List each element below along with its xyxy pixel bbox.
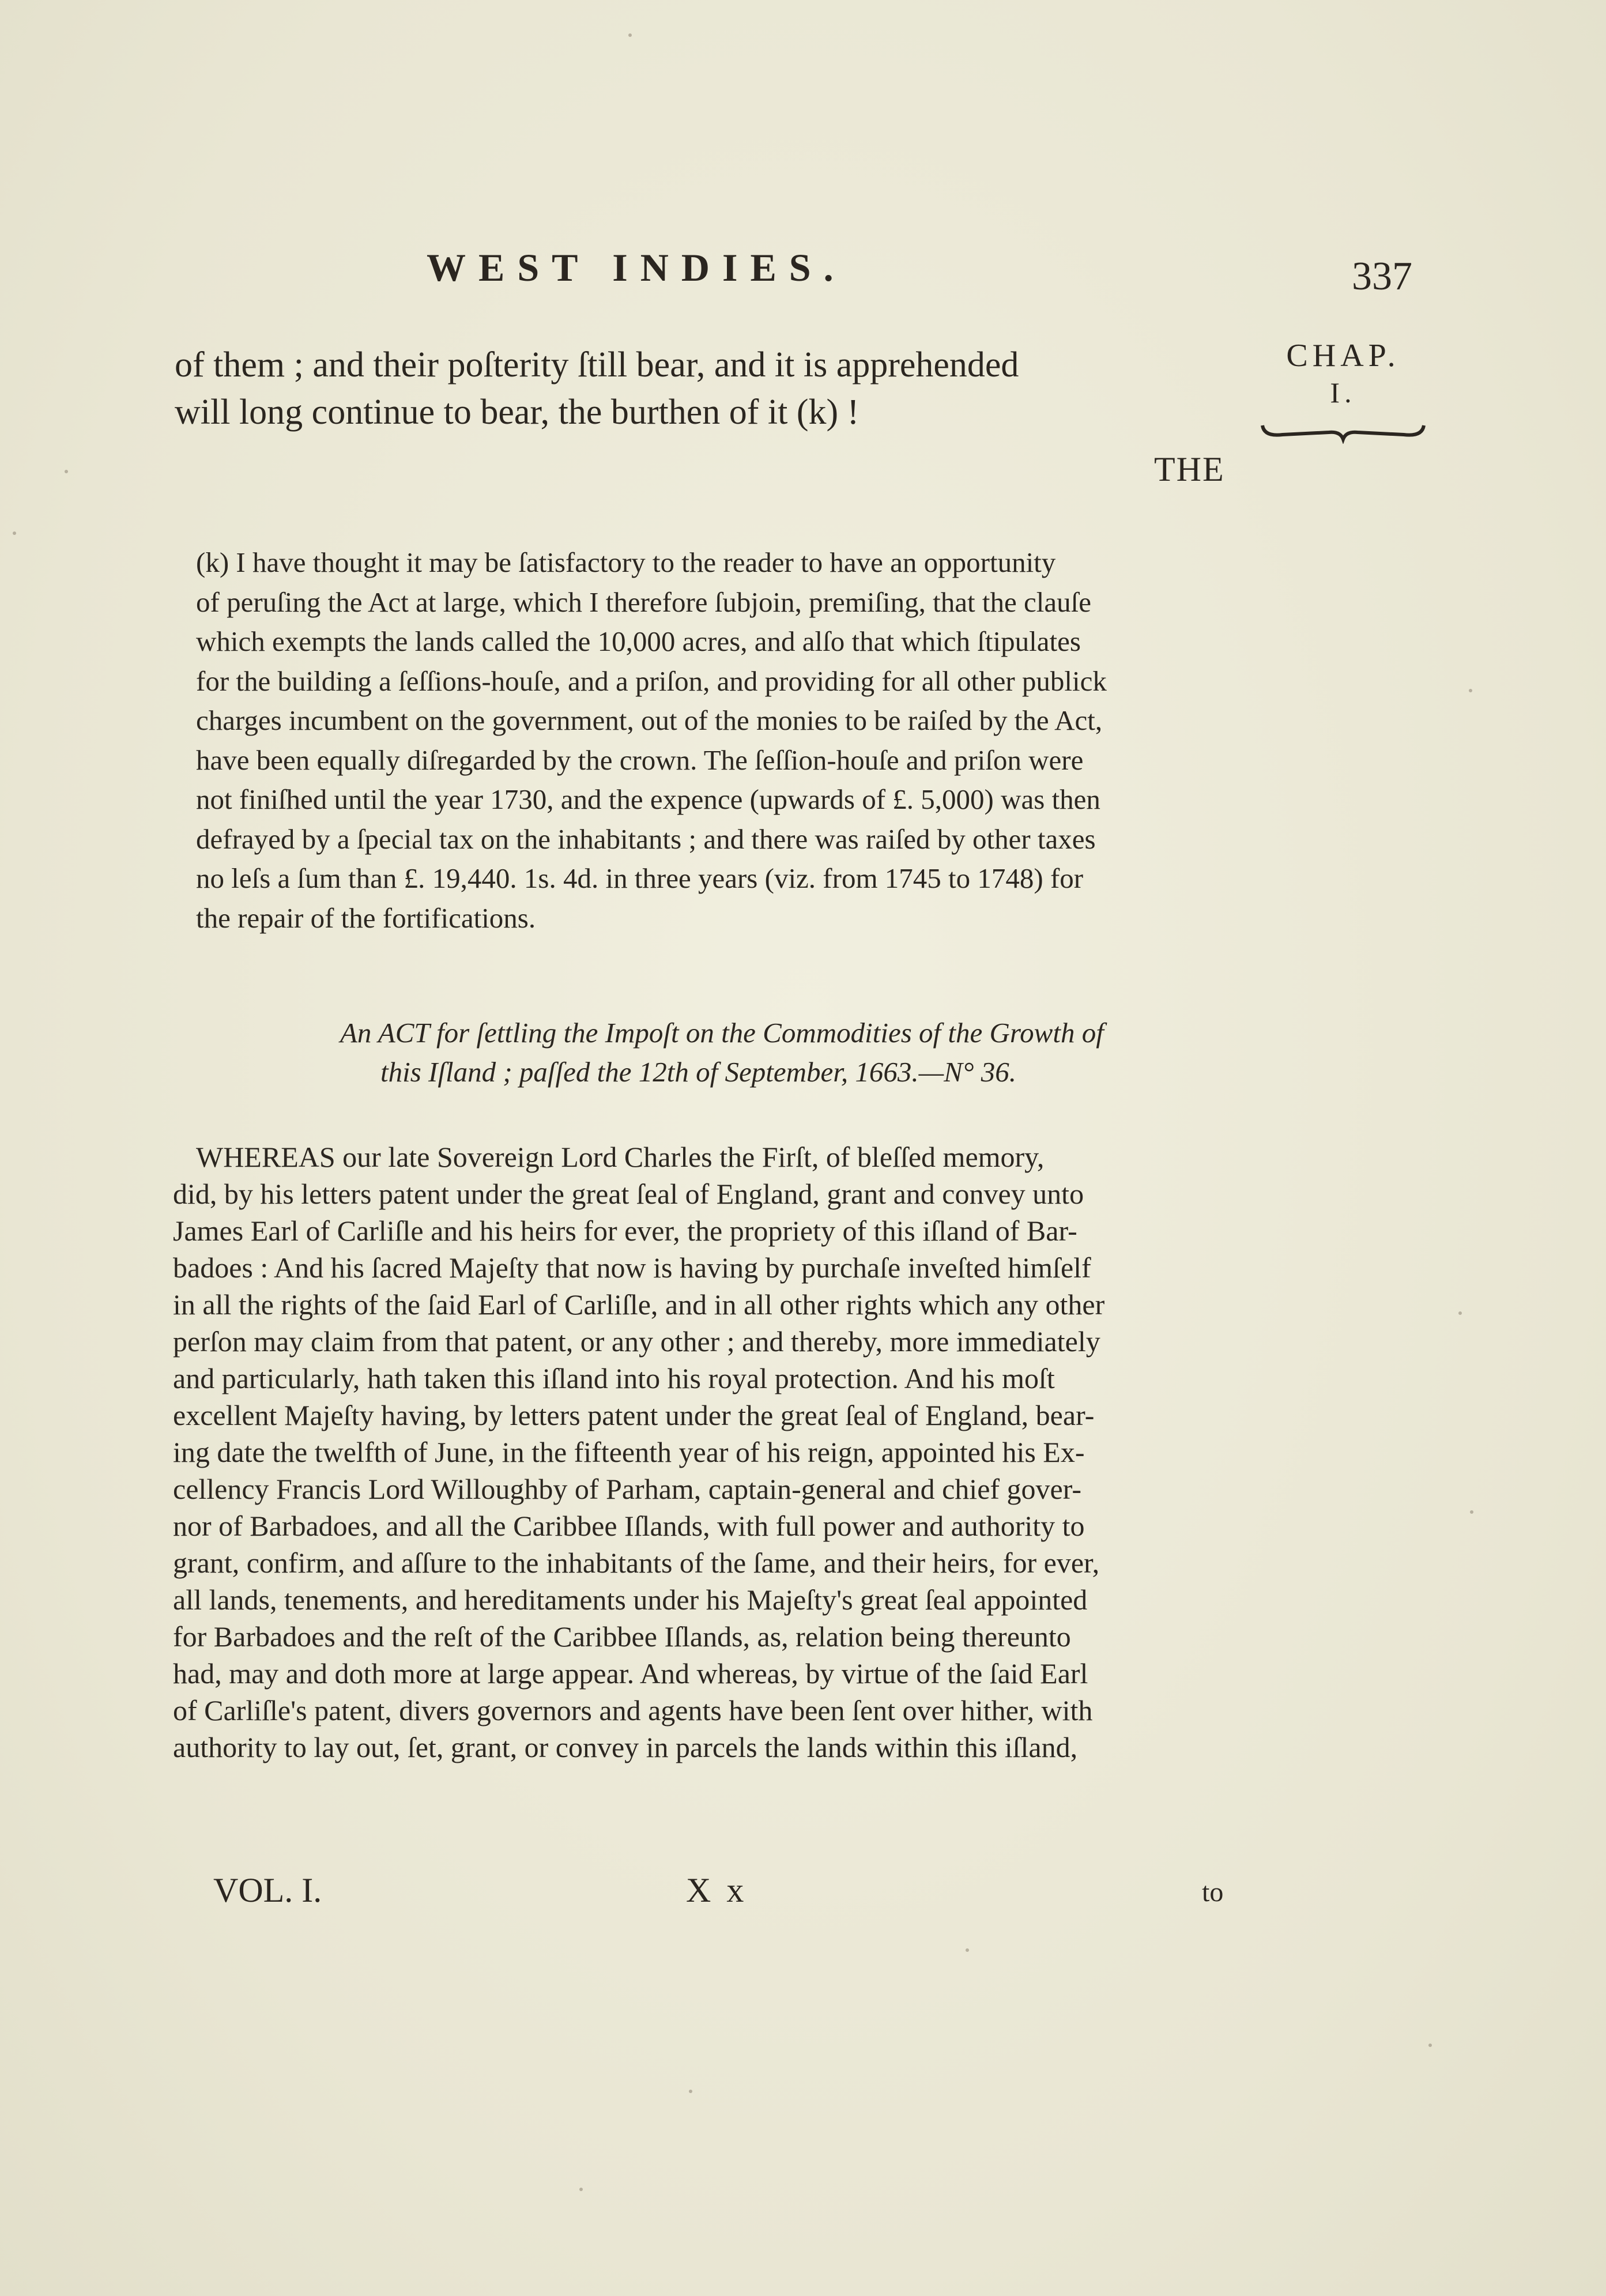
catchword: THE xyxy=(1154,450,1225,488)
footnote-line: charges incumbent on the government, out of the monies to be raiſed by the Act, xyxy=(196,704,1103,736)
act-title: this Iſland ; paſſed the 12th of September, 1663.—N° 36. xyxy=(380,1056,1016,1088)
act-line: excellent Majeſty having, by letters patent under the great ſeal of England, bear- xyxy=(173,1399,1095,1431)
paper-speck xyxy=(966,1948,969,1952)
act-line: nor of Barbadoes, and all the Caribbee Iſlands, with full power and authority to xyxy=(173,1510,1085,1542)
chapter-brace xyxy=(1260,421,1427,444)
footnote-line: for the building a ſeſſions-houſe, and a priſon, and providing for all other publick xyxy=(196,665,1107,697)
footnote-line: of peruſing the Act at large, which I therefore ſubjoin, premiſing, that the clauſe xyxy=(196,586,1091,618)
chap-label: CHAP. xyxy=(1286,338,1400,374)
paper-speck xyxy=(13,531,16,535)
act-line: in all the rights of the ſaid Earl of Carliſle, and in all other rights which any other xyxy=(173,1288,1105,1321)
act-line: all lands, tenements, and hereditaments under his Majeſty's great ſeal appointed xyxy=(173,1584,1088,1616)
paper-speck xyxy=(1469,689,1472,692)
footnote-line: not finiſhed until the year 1730, and the expence (upwards of £. 5,000) was then xyxy=(196,783,1100,815)
paper-speck xyxy=(579,2188,583,2191)
paper-speck xyxy=(65,470,68,473)
footer-catchword: to xyxy=(1202,1877,1224,1907)
footnote-line: the repair of the fortifications. xyxy=(196,902,536,934)
act-text xyxy=(173,1138,1245,1888)
footnote-line: defrayed by a ſpecial tax on the inhabitants ; and there was raiſed by other taxes xyxy=(196,823,1096,855)
act-line: of Carliſle's patent, divers governors and agents have been ſent over hither, with xyxy=(173,1694,1093,1726)
act-line: ing date the twelfth of June, in the fifteenth year of his reign, appointed his Ex- xyxy=(173,1436,1085,1468)
act-title: An ACT for ſettling the Impoſt on the Commodities of the Growth of xyxy=(340,1017,1104,1049)
act-line: had, may and doth more at large appear. And whereas, by virtue of the ſaid Earl xyxy=(173,1657,1088,1690)
paper-speck xyxy=(628,33,632,37)
footnote xyxy=(196,543,1245,947)
paper-speck xyxy=(1428,2044,1432,2047)
paper-speck xyxy=(1470,1510,1473,1514)
footnote-line: have been equally diſregarded by the crown. The ſeſſion-houſe and priſon were xyxy=(196,744,1084,776)
act-line: perſon may claim from that patent, or any other ; and thereby, more immediately xyxy=(173,1325,1100,1358)
footnote-line: which exempts the lands called the 10,000 acres, and alſo that which ſtipulates xyxy=(196,625,1081,657)
act-line: and particularly, hath taken this iſland into his royal protection. And his moſt xyxy=(173,1362,1055,1394)
paper-speck xyxy=(689,2090,692,2093)
volume-signature: VOL. I. xyxy=(213,1871,322,1909)
paper-speck xyxy=(1458,1311,1462,1315)
act-line: grant, confirm, and aſſure to the inhabitants of the ſame, and their heirs, for ever, xyxy=(173,1547,1100,1579)
act-line: for Barbadoes and the reſt of the Caribbee Iſlands, as, relation being thereunto xyxy=(173,1620,1071,1653)
gathering-signature: X x xyxy=(686,1871,748,1909)
act-line: authority to lay out, ſet, grant, or convey in parcels the lands within this iſland, xyxy=(173,1731,1078,1763)
footnote-line: no leſs a ſum than £. 19,440. 1s. 4d. in three years (viz. from 1745 to 1748) for xyxy=(196,862,1084,894)
chapter-marker xyxy=(1254,337,1432,411)
body-line: will long continue to bear, the burthen of it (k) ! xyxy=(175,393,859,432)
act-line: James Earl of Carliſle and his heirs for ever, the propriety of this iſland of Bar- xyxy=(173,1215,1077,1247)
act-line: badoes : And his ſacred Majeſty that now is having by purchaſe inveſted himſelf xyxy=(173,1251,1091,1284)
chap-number: I. xyxy=(1330,376,1356,409)
act-line: did, by his letters patent under the great ſeal of England, grant and convey unto xyxy=(173,1178,1084,1210)
page-number: 337 xyxy=(1352,254,1412,299)
act-line: cellency Francis Lord Willoughby of Parham, captain-general and chief gover- xyxy=(173,1473,1082,1505)
body-line: of them ; and their poſterity ſtill bear, and it is apprehended xyxy=(175,345,1019,384)
act-line: WHEREAS our late Sovereign Lord Charles the Firſt, of bleſſed memory, xyxy=(196,1141,1045,1173)
footnote-line: (k) I have thought it may be ſatisfactory to the reader to have an opportunity xyxy=(196,546,1056,578)
running-title: WEST INDIES. xyxy=(427,246,846,289)
